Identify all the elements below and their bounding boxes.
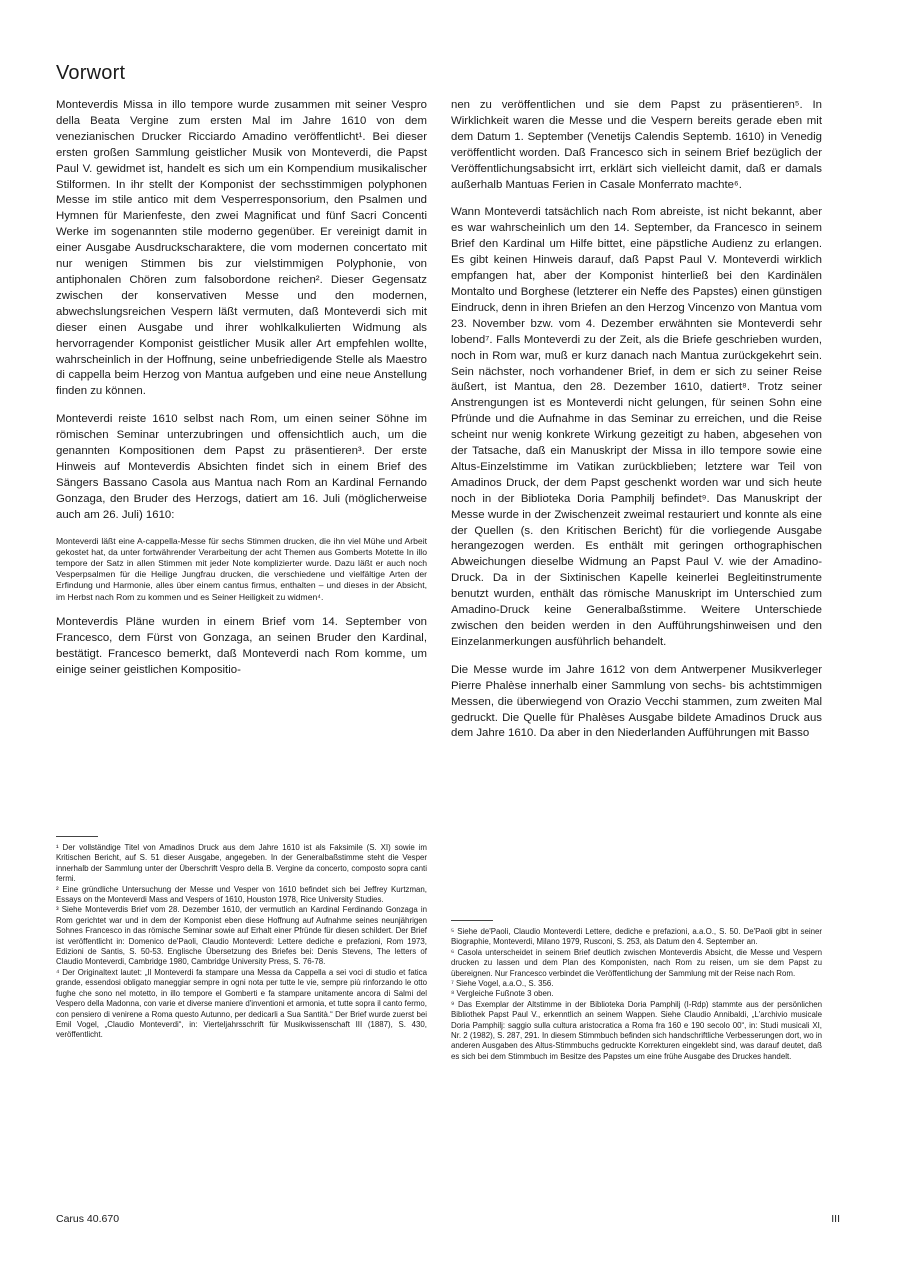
body-paragraph: Die Messe wurde im Jahre 1612 von dem Antwerpener Musikverleger Pierre Phalèse innerhalb einer Sammlung von sechs- bis achtstimmigen Messen, die überwiegend von Orazio Vecchi stammen, zum zweiten Mal gedruckt. Die Quelle für Phalèses Ausgabe bildete Amadinos Druck aus dem Jahre 1610. Da aber in den Niederlanden Aufführungen mit Basso <box>451 663 822 740</box>
body-paragraph: Wann Monteverdi tatsächlich nach Rom abreiste, ist nicht bekannt, aber es war wahrscheinlich um den 14. September, da Francesco in seinem Brief den Kardinal um Hilfe bittet, eine päpstliche Audienz zu erlangen. Es gibt keinen Hinweis darauf, daß Papst Paul V. Monteverdi wirklich empfangen hat, aber der Komponist hinterließ bei den Kardinälen Montalto und Borghese (letzterer ein Neffe des Papstes) einen günstigen Eindruck, denn in ihren Briefen an den Herzog Vincenzo von Mantua vom 23. November bzw. vom 4. Dezember erwähnten sie Monteverdi sehr lobend⁷. Falls Monteverdi zu der Zeit, als die Briefe geschrieben wurden, noch in Rom war, muß er kurz danach nach Mantua zurückgekehrt sein. Sein nächster, noch vorhandener Brief, in dem er sich zu seiner Reise äußert, ist Mantua, den 28. Dezember 1610, datiert⁸. Trotz seiner Anstrengungen ist es Monteverdi nicht gelungen, für seinen Sohn eine Pfründe und die Aufnahme in das Seminar zu erreichen, und die Reise scheint nur wenig konkrete Wirkung gezeitigt zu haben, abgesehen von der Tatsache, daß ein Manuskript der Missa in illo tempore sowie eine Altus-Einzelstimme im Vatikan zurückblieben; letztere war Teil von Amadinos Druck, der dem Papst geschenkt worden war und sich heute noch in der Biblioteka Doria Pamphilj befindet⁹. Das Manuskript der Messe wurde in der Zwischenzeit zweimal restauriert und konnte als eine der Quellen (s. den Kritischen Bericht) für die vorliegende Ausgabe herangezogen werden. Es enthält mit geringen orthographischen Abweichungen dieselbe Widmung an Papst Paul V. wie der Amadino-Druck. Da in der Sixtinischen Kapelle keinerlei Begleitinstrumente benutzt wurden, enthält das römische Manuskript im Unterschied zum Amadino-Druck keine Generalbaßstimme. Weitere Unterschiede zwischen den beiden werden in den Aufführungshinweisen und den Einzelanmerkungen ausführlich behandelt. <box>451 206 822 648</box>
footnote: ² Eine gründliche Untersuchung der Messe und Vesper von 1610 befindet sich bei Jeffrey Kurtzman, Essays on the Monteverdi Mass and Vespers of 1610, Houston 1978, Rice University Studies. <box>56 884 427 905</box>
footnote: ⁹ Das Exemplar der Altstimme in der Biblioteka Doria Pamphilj (I-Rdp) stammte aus der persönlichen Bibliothek Papst Paul V., erkenntlich an seinem Wappen. Siehe Claudio Annibaldi, „L'archivio musicale Doria Pamphilj: saggio sulla cultura aristocratica a Roma fra 160 e 190 secolo 00“, in: Studi musicali XI, Nr. 2 (1982), S. 287, 291. In diesem Stimmbuch befinden sich handschriftliche Verbesserungen dort, wo in anderen Ausgaben des Altus-Stimmbuchs gedruckte Korrekturen eingeklebt sind, was darauf deutet, daß es sich bei dem Stimmbuch im Besitze des Papstes um eine frühe Ausgabe des Druckes handelt. <box>451 999 822 1061</box>
footnote-rule <box>56 836 98 837</box>
footnote-rule <box>451 920 493 921</box>
page-number: III <box>831 1213 840 1225</box>
publisher-number: Carus 40.670 <box>56 1213 120 1225</box>
body-paragraph: Monteverdis Missa in illo tempore wurde zusammen mit seiner Vespro della Beata Vergine zum ersten Mal im Jahre 1610 von dem venezianischen Drucker Ricciardo Amadino veröffentlicht¹. Bei dieser ersten großen Sammlung geistlicher Musik von Monteverdi, die Papst Paul V. gewidmet ist, handelt es sich um ein Kompendium musikalischer Stilformen. In ihr stellt der Komponist der sechsstimmigen polyphonen Messe im stile antico mit dem Vesperresponsorium, den Psalmen und Hymnen für Marienfeste, den zwei Magnificat und fünf Sacri Concenti Werke im sogenannten stile moderno gegenüber. Er vereinigt damit in einer Ausgabe Ausdruckscharaktere, die vom modernen concertato mit nur wenigen Stimmen bis zur vielstimmigen Polyphonie, von antiphonalen Chören zum falsobordone reichen². Dieser Gegensatz zwischen der konservativen Messe und den modernen, abwechslungsreichen Vespern läßt vermuten, daß Monteverdi sich mit dieser einen Ausgabe und ihrer wohlkalkulierten Widmung als hervorragender Komponist geistlicher Musik aller Art empfehlen wollte, wahrscheinlich in der Hoffnung, seine unbefriedigende Stelle als Maestro di cappella beim Herzog von Mantua aufgeben und eine neue Anstellung finden zu können. <box>56 99 427 398</box>
footnote: ⁵ Siehe de'Paoli, Claudio Monteverdi Lettere, dediche e prefazioni, a.a.O., S. 50. De'Paoli gibt in seiner Biographie, Monteverdi, Milano 1979, Rusconi, S. 253, als Datum den 4. September an. <box>451 927 822 947</box>
footnote: ⁴ Der Originaltext lautet: „Il Monteverdi fa stampare una Messa da Cappella a sei voci di studio et fatica grande, essendosi obligato maneggiar sempre in ogni nota per tutte le vie, sempre più rinforzando le otto fughe che sono nel motetto, in illo tempore el Gomberti e fa stampare unitamente ancora di Salmi del Vespero della Madonna, con varie et diverse maniere d'inventioni et armonia, et tutte sopra il canto fermo, con pensiero di venirene a Roma questo Autunno, per dedicarli a Sua Santità.“ Der Brief wurde zuerst bei Emil Vogel, „Claudio Monteverdi“, in: Vierteljahrsschrift für Musikwissenschaft III (1887), S. 430, veröffentlicht. <box>56 967 427 1040</box>
body-paragraph: Monteverdis Pläne wurden in einem Brief vom 14. September von Francesco, dem Fürst von Gonzaga, an seinen Bruder den Kardinal, bestätigt. Francesco bemerkt, daß Monteverdi nach Rom komme, um einige seiner geistlichen Kompositio- <box>56 615 427 676</box>
right-column <box>451 98 822 754</box>
footnote: ³ Siehe Monteverdis Brief vom 28. Dezember 1610, der vermutlich an Kardinal Ferdinando Gonzaga in Rom gerichtet war und in dem der Komponist eben diese Hoffnung auf Aufnahme seines neunjährigen Sohnes Francesco in das römische Seminar sowie auf Erhalt einer Pfründe für diesen schildert. Der Brief ist veröffentlicht in: Domenico de'Paoli, Claudio Monteverdi: Lettere dediche e prefazioni, Rom 1973, Edizioni de Santis, S. 50-53. Englische Übersetzung des Briefes bei: Denis Stevens, The letters of Claudio Monteverdi, Cambridge 1980, Cambridge University Press, S. 76-78. <box>56 905 427 967</box>
left-column <box>56 98 427 690</box>
footnote: ⁸ Vergleiche Fußnote 3 oben. <box>451 989 554 999</box>
footnotes-right <box>451 920 822 1062</box>
footnote: ¹ Der vollständige Titel von Amadinos Druck aus dem Jahre 1610 ist als Faksimile (S. XI) sowie im Kritischen Bericht, auf S. 51 dieser Ausgabe, angegeben. In der Generalbaßstimme steht die Vesper innerhalb der Sammlung unter der Überschrift Vespro della B. Vergine da concerto, composto sopra canti fermi. <box>56 843 427 884</box>
footnotes-left <box>56 836 427 1041</box>
page-title: Vorwort <box>56 62 126 84</box>
footnote: ⁷ Siehe Vogel, a.a.O., S. 356. <box>451 979 554 989</box>
footnote: ⁶ Casola unterscheidet in seinem Brief deutlich zwischen Monteverdis Absicht, die Messe und Vespern drucken zu lassen und dem Plan des Komponisten, nach Rom zu reisen, um sie dem Papst zu übereignen. Nur Francesco verbindet die Veröffentlichung der Sammlung mit der Reise nach Rom. <box>451 947 822 978</box>
body-paragraph: nen zu veröffentlichen und sie dem Papst zu präsentieren⁵. In Wirklichkeit waren die Messe und die Vespern bereits gerade eben mit dem Datum 1. September (Venetijs Calendis Septemb. 1610) in Venedig veröffentlicht worden. Daß Francesco sich in seinem Brief bezüglich der Veröffentlichungsabsicht irrt, erklärt sich vielleicht damit, daß er damals außerhalb Mantuas Ferien in Casale Monferrato machte⁶. <box>451 99 822 191</box>
block-quote: Monteverdi läßt eine A-cappella-Messe für sechs Stimmen drucken, die ihn viel Mühe und Arbeit gekostet hat, da unter fortwährender Verarbeitung der acht Themen aus Gomberts Motette In illo tempore der Satz in allen Stimmen mit jeder Note komplizierter wurde. Dazu läßt er auch noch Vesperpsalmen für die Heilige Jungfrau drucken, die verschiedene und vielfältige Arten der Erfindung und Harmonie, alles über einem cantus firmus, enthalten – und dieses in der Absicht, im Herbst nach Rom zu kommen und es Seiner Heiligkeit zu widmen⁴. <box>56 535 427 602</box>
body-paragraph: Monteverdi reiste 1610 selbst nach Rom, um einen seiner Söhne im römischen Seminar unterzubringen und offensichtlich auch, um die genannten Kompositionen dem Papst zu präsentieren³. Der erste Hinweis auf Monteverdis Absichten findet sich in einem Brief des Sängers Bassano Casola aus Mantua nach Rom an Kardinal Fernando Gonzaga, den Bruder des Herzogs, datiert am 16. Juli (möglicherweise auch am 26. Juli) 1610: <box>56 413 427 521</box>
